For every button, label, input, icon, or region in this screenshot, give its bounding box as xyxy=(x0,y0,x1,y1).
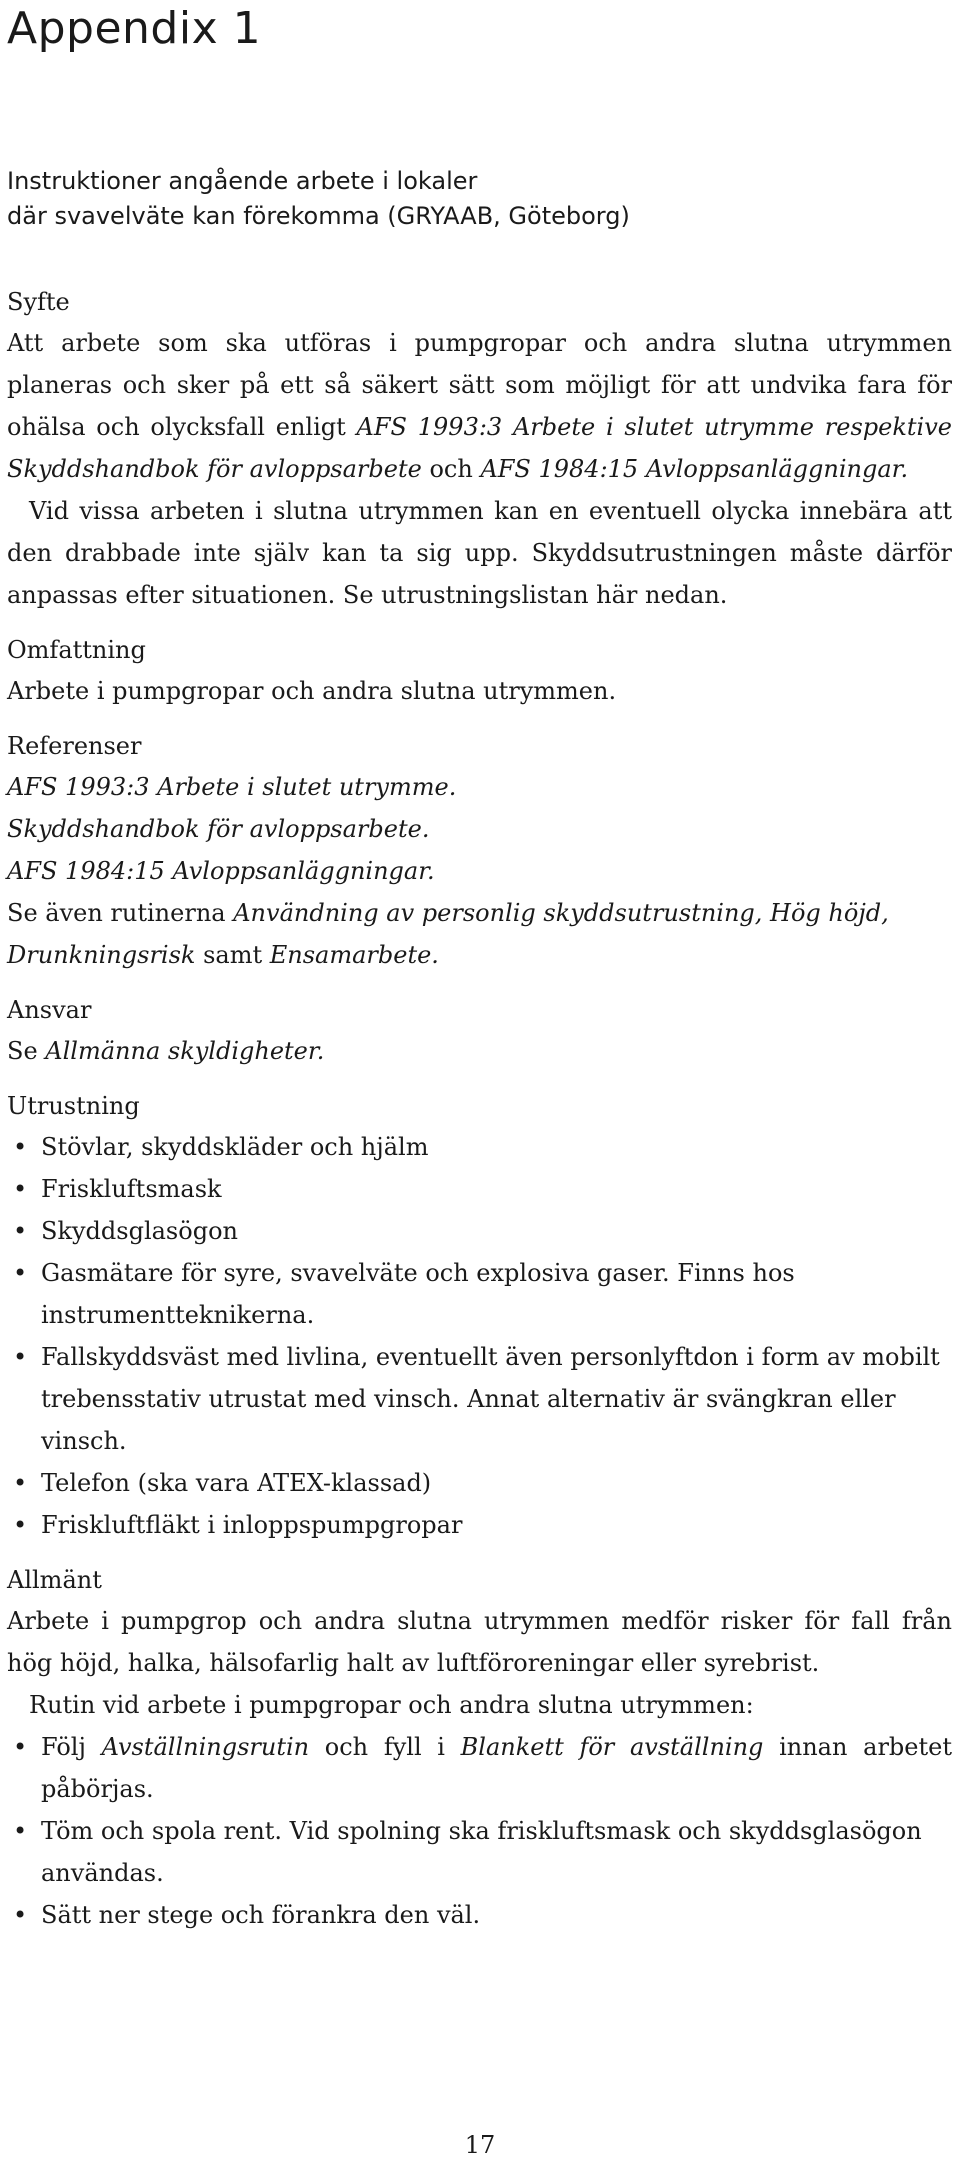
allmant-paragraph-1: Arbete i pumpgrop och andra slutna utrymmen medför risker för fall från hög höjd, halka, hälsofarlig halt av luftföroreningar eller syrebrist. xyxy=(7,1607,952,1677)
section-ansvar xyxy=(7,990,952,1072)
form-reference: Blankett för avställning xyxy=(460,1733,764,1761)
syfte-paragraph-2: Vid vissa arbeten i slutna utrymmen kan en eventuell olycka innebära att den drabbade inte själv kan ta sig upp. Skyddsutrustningen måste därför anpassas efter situationen. Se utrustningslistan här nedan. xyxy=(7,497,952,609)
syfte-text: Att arbete som ska utföras i pumpgropar och andra slutna utrymmen planeras och sker på ett så säkert sätt som möjligt för att undvika fara för ohälsa och olycksfall enligt xyxy=(7,329,952,441)
routine-list xyxy=(7,1726,952,1936)
section-syfte xyxy=(7,282,952,616)
see-also-routines: Användning av personlig skyddsutrustning, Hög höjd, Drunkningsrisk xyxy=(7,899,889,969)
list-item xyxy=(7,1210,952,1252)
document-title xyxy=(7,164,952,234)
section-heading-utrustning: Utrustning xyxy=(7,1092,140,1120)
list-item-text: Stövlar, skyddskläder och hjälm xyxy=(41,1133,429,1161)
ansvar-reference: Allmänna skyldigheter. xyxy=(45,1037,325,1065)
ansvar-text xyxy=(7,1030,952,1072)
list-item-text: Friskluftfläkt i inloppspumpgropar xyxy=(41,1511,463,1539)
list-item xyxy=(7,1126,952,1168)
bullet: • xyxy=(13,1511,28,1539)
document-title-line-2: där svavelväte kan förekomma (GRYAAB, Göteborg) xyxy=(7,202,630,230)
reference-item: AFS 1993:3 Arbete i slutet utrymme. xyxy=(7,773,457,801)
syfte-paragraph-1 xyxy=(7,322,952,490)
section-omfattning xyxy=(7,630,952,712)
bullet: • xyxy=(13,1259,28,1287)
section-heading-referenser: Referenser xyxy=(7,732,142,760)
list-item-text: Följ xyxy=(41,1733,102,1761)
list-item xyxy=(7,1726,952,1810)
routine-reference: Avställningsrutin xyxy=(101,1733,310,1761)
list-item xyxy=(7,1810,952,1894)
equipment-list xyxy=(7,1126,952,1546)
page-number: 17 xyxy=(464,2131,496,2159)
list-item-text: Gasmätare för syre, svavelväte och explosiva gaser. Finns hos instrumentteknikerna. xyxy=(41,1259,795,1329)
section-heading-omfattning: Omfattning xyxy=(7,636,146,664)
list-item-text: innan arbetet påbörjas. xyxy=(41,1733,952,1803)
list-item-text: Sätt ner stege och förankra den väl. xyxy=(41,1901,481,1929)
list-item-text: och fyll i xyxy=(309,1733,461,1761)
ansvar-text-prefix: Se xyxy=(7,1037,46,1065)
section-heading-ansvar: Ansvar xyxy=(7,996,92,1024)
bullet: • xyxy=(13,1175,28,1203)
see-also-connector: samt xyxy=(195,941,270,969)
omfattning-text: Arbete i pumpgropar och andra slutna utrymmen. xyxy=(7,677,617,705)
allmant-paragraph-2: Rutin vid arbete i pumpgropar och andra slutna utrymmen: xyxy=(29,1691,754,1719)
appendix-title: Appendix 1 xyxy=(7,3,262,54)
list-item-text: Fallskyddsväst med livlina, eventuellt även personlyftdon i form av mobilt trebensstativ utrustat med vinsch. Annat alternativ är svängkran eller vinsch. xyxy=(41,1343,940,1455)
reference-item: Skyddshandbok för avloppsarbete. xyxy=(7,815,430,843)
list-item-text: Telefon (ska vara ATEX-klassad) xyxy=(41,1469,432,1497)
list-item xyxy=(7,1894,952,1936)
bullet: • xyxy=(13,1733,28,1761)
section-heading-syfte: Syfte xyxy=(7,288,70,316)
document-title-line-1: Instruktioner angående arbete i lokaler xyxy=(7,167,478,195)
bullet: • xyxy=(13,1469,28,1497)
list-item xyxy=(7,1462,952,1504)
list-item-text: Töm och spola rent. Vid spolning ska friskluftsmask och skyddsglasögon användas. xyxy=(41,1817,922,1887)
bullet: • xyxy=(13,1133,28,1161)
reference-item: AFS 1984:15 Avloppsanläggningar. xyxy=(7,857,435,885)
list-item-text: Friskluftsmask xyxy=(41,1175,222,1203)
section-utrustning xyxy=(7,1086,952,1546)
syfte-reference: AFS 1993:3 Arbete i slutet utrymme respektive Skyddshandbok för avloppsarbete xyxy=(7,413,952,483)
list-item xyxy=(7,1504,952,1546)
syfte-text-connector: och xyxy=(421,455,481,483)
reference-see-also xyxy=(7,892,952,976)
section-allmant xyxy=(7,1560,952,1936)
list-item xyxy=(7,1168,952,1210)
bullet: • xyxy=(13,1343,28,1371)
see-also-routine: Ensamarbete. xyxy=(269,941,439,969)
bullet: • xyxy=(13,1901,28,1929)
syfte-reference: AFS 1984:15 Avloppsanläggningar. xyxy=(480,455,909,483)
section-heading-allmant: Allmänt xyxy=(7,1566,102,1594)
list-item xyxy=(7,1252,952,1336)
list-item xyxy=(7,1336,952,1462)
list-item-text: Skyddsglasögon xyxy=(41,1217,238,1245)
bullet: • xyxy=(13,1217,28,1245)
section-referenser xyxy=(7,726,952,976)
see-also-text: Se även rutinerna xyxy=(7,899,234,927)
bullet: • xyxy=(13,1817,28,1845)
